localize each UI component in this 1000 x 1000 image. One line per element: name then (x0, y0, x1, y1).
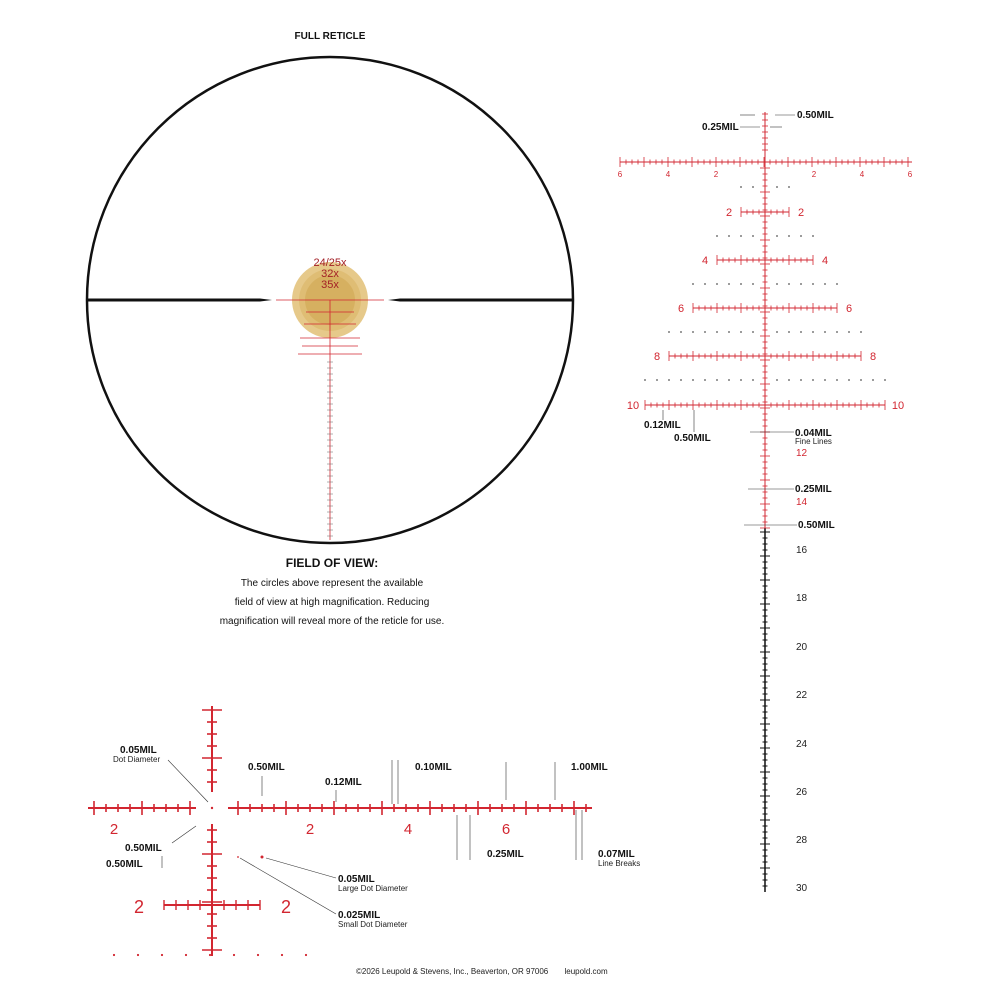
rr-dot (680, 331, 682, 333)
rr-dot (716, 379, 718, 381)
rr-callout-c-sub: Fine Lines (795, 437, 832, 446)
rr-htick-r4: 4 (859, 170, 865, 179)
rr-black-number-24: 24 (796, 739, 808, 750)
rr-dot (752, 186, 754, 188)
detail-hnum-1: 2 (109, 821, 119, 838)
detail-tick-d-label: 0.25MIL (487, 849, 524, 860)
detail-line-breaks-sub: Line Breaks (598, 859, 641, 868)
detail-bottom-dot (113, 954, 115, 956)
rr-dot (728, 283, 730, 285)
rr-dot (776, 283, 778, 285)
rr-top-inner-label: 0.25MIL (702, 122, 739, 133)
rr-row-4-left: 4 (701, 255, 709, 267)
detail-large-dot-label: 0.05MIL (338, 874, 375, 885)
rr-dot (812, 379, 814, 381)
rr-dot (776, 331, 778, 333)
footer-copyright: ©2026 Leupold & Stevens, Inc., Beaverton, OR 97006 (356, 967, 549, 976)
rr-callout-d: 0.25MIL (795, 484, 832, 495)
rr-dot (824, 283, 826, 285)
field-of-view-title: FIELD OF VIEW: (285, 556, 379, 570)
rr-dot (776, 186, 778, 188)
rr-dot (680, 379, 682, 381)
rr-htick-l4: 4 (665, 170, 671, 179)
rr-dot (668, 331, 670, 333)
fov-line-3: magnification will reveal more of the reticle for use. (219, 616, 445, 627)
rr-dot (728, 379, 730, 381)
rr-red-number-12: 12 (796, 448, 808, 459)
field-of-view-description (190, 574, 474, 631)
rr-dot (692, 379, 694, 381)
rr-black-number-16: 16 (796, 545, 808, 556)
footer-website[interactable]: leupold.com (564, 967, 608, 976)
detail-lower-num-right: 2 (280, 897, 292, 917)
rr-htick-l6: 6 (617, 170, 623, 179)
rr-row-10-right: 10 (891, 400, 905, 412)
rr-dot (860, 331, 862, 333)
detail-hnum-2: 2 (305, 821, 315, 838)
rr-black-number-20: 20 (796, 642, 808, 653)
rr-dot (716, 331, 718, 333)
rr-dot (740, 283, 742, 285)
detail-bottom-dot (305, 954, 307, 956)
rr-dot (800, 235, 802, 237)
rr-dot (812, 235, 814, 237)
detail-center-gap-label: 0.50MIL (248, 762, 285, 773)
detail-bottom-dot (281, 954, 283, 956)
rr-row-6-right: 6 (845, 303, 853, 315)
detail-bottom-dot (209, 954, 211, 956)
detail-tick-a-label: 0.12MIL (325, 777, 362, 788)
rr-dot (740, 331, 742, 333)
rr-dot (668, 379, 670, 381)
rr-dot (788, 186, 790, 188)
rr-dot (752, 235, 754, 237)
detail-large-dot-leader (266, 858, 336, 878)
rr-dot (788, 331, 790, 333)
rr-row-2-left: 2 (725, 207, 733, 219)
rr-dot (776, 379, 778, 381)
rr-black-number-30: 30 (796, 883, 808, 894)
detail-large-dot (261, 856, 264, 859)
rr-dot (836, 331, 838, 333)
mag-label-24x: 24/25x (313, 257, 347, 269)
rr-dot (824, 331, 826, 333)
rr-dot (872, 379, 874, 381)
rr-callout-e: 0.50MIL (798, 520, 835, 531)
detail-dot-diameter-label: 0.05MIL (120, 745, 157, 756)
detail-hnum-3: 4 (403, 821, 413, 838)
rr-dot (800, 331, 802, 333)
rr-row-4-right: 4 (821, 255, 829, 267)
rr-dot (800, 379, 802, 381)
rr-dot (788, 235, 790, 237)
rr-dot (728, 331, 730, 333)
rr-row-8-right: 8 (869, 351, 877, 363)
rr-dot (656, 379, 658, 381)
rr-htick-r6: 6 (907, 170, 913, 179)
rr-callout-a: 0.12MIL (644, 420, 681, 431)
rr-black-number-18: 18 (796, 593, 808, 604)
rr-dot (704, 331, 706, 333)
rr-dot (740, 235, 742, 237)
rr-dot (836, 379, 838, 381)
rr-dot (788, 379, 790, 381)
detail-bottom-dot (257, 954, 259, 956)
detail-left-b-label: 0.50MIL (106, 859, 143, 870)
rr-dot (812, 331, 814, 333)
detail-tick-b-label: 0.10MIL (415, 762, 452, 773)
detail-large-dot-sub: Large Dot Diameter (338, 884, 408, 893)
fov-line-1: The circles above represent the available (240, 578, 424, 589)
detail-bottom-dot (233, 954, 235, 956)
detail-bottom-dot (137, 954, 139, 956)
rr-htick-r2: 2 (811, 170, 817, 179)
rr-dot (716, 283, 718, 285)
rr-dot (824, 379, 826, 381)
mag-label-35x: 35x (321, 279, 339, 291)
rr-dot (860, 379, 862, 381)
rr-dot (788, 283, 790, 285)
rr-dot (704, 283, 706, 285)
rr-dot (644, 379, 646, 381)
rr-dot (800, 283, 802, 285)
rr-dot (812, 283, 814, 285)
rr-dot (848, 331, 850, 333)
detail-small-dot (237, 856, 239, 858)
rr-black-number-26: 26 (796, 787, 808, 798)
detail-tick-c-label: 1.00MIL (571, 762, 608, 773)
detail-bottom-dot (185, 954, 187, 956)
rr-row-8-left: 8 (653, 351, 661, 363)
detail-hnum-4: 6 (501, 821, 511, 838)
rr-dot (752, 379, 754, 381)
footer (356, 967, 622, 976)
detail-dot-diameter-sub: Dot Diameter (113, 755, 161, 764)
detail-small-dot-sub: Small Dot Diameter (338, 920, 408, 929)
rr-dot (752, 283, 754, 285)
rr-dot (704, 379, 706, 381)
rr-row-6-left: 6 (677, 303, 685, 315)
rr-callout-c: 0.04MIL (795, 428, 832, 439)
rr-top-outer-label: 0.50MIL (797, 110, 834, 121)
left-post (88, 299, 272, 302)
rr-row-2-right: 2 (797, 207, 805, 219)
rr-dot (740, 379, 742, 381)
rr-dot (884, 379, 886, 381)
rr-red-number-14: 14 (796, 497, 808, 508)
fov-line-2: field of view at high magnification. Reducing (234, 597, 430, 608)
detail-left-a-label: 0.50MIL (125, 843, 162, 854)
detail-small-dot-label: 0.025MIL (338, 910, 381, 921)
detail-bottom-dot (161, 954, 163, 956)
rr-dot (728, 235, 730, 237)
mag-label-32x: 32x (321, 268, 339, 280)
rr-dot (740, 186, 742, 188)
rr-row-10-left: 10 (626, 400, 640, 412)
rr-dot (752, 331, 754, 333)
rr-callout-b: 0.50MIL (674, 433, 711, 444)
full-reticle-title: FULL RETICLE (294, 31, 366, 42)
rr-black-number-28: 28 (796, 835, 808, 846)
rr-dot (836, 283, 838, 285)
rr-dot (716, 235, 718, 237)
rr-black-number-22: 22 (796, 690, 808, 701)
right-post (388, 299, 572, 302)
detail-center-dot (211, 807, 213, 809)
rr-dot (848, 379, 850, 381)
rr-dot (692, 331, 694, 333)
detail-lower-num-left: 2 (133, 897, 145, 917)
rr-htick-l2: 2 (713, 170, 719, 179)
detail-line-breaks-label: 0.07MIL (598, 849, 635, 860)
rr-dot (692, 283, 694, 285)
rr-dot (776, 235, 778, 237)
detail-dot-diameter-leader (168, 760, 208, 802)
detail-left-a-leader (172, 826, 196, 843)
